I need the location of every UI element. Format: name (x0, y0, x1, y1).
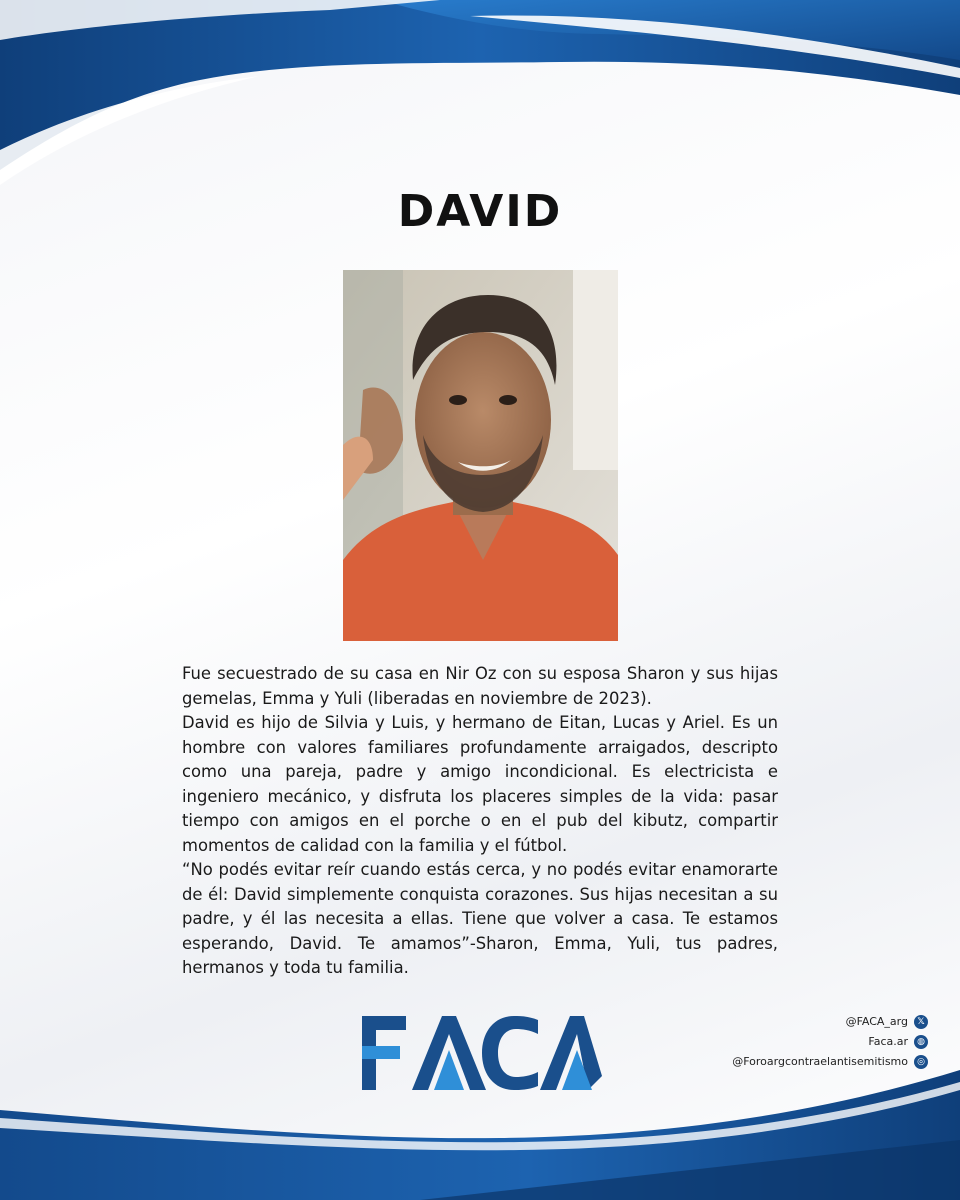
social-links (732, 1012, 928, 1072)
page-title: DAVID (397, 186, 563, 237)
portrait-photo (343, 270, 618, 641)
bio-paragraph-1: Fue secuestrado de su casa en Nir Oz con su esposa Sharon y sus hijas gemelas, Emma y Yuli (liberadas en noviembre de 2023). (182, 664, 778, 708)
social-x-label: @FACA_arg (845, 1015, 908, 1028)
bio-paragraph-3: “No podés evitar reír cuando estás cerca, y no podés evitar enamorarte de él: David simplemente conquista corazones. Sus hijas necesitan a su padre, y él las necesita a ellas. Tiene que volver a casa. Te estamos esperando, David. Te amamos”-Sharon, Emma, Yuli, tus padres, hermanos y toda tu familia. (182, 860, 778, 977)
social-web-label: Faca.ar (868, 1035, 908, 1048)
social-x-row[interactable] (732, 1012, 928, 1032)
social-web-row[interactable] (732, 1032, 928, 1052)
biography-text (182, 662, 778, 981)
top-wave-decoration (0, 0, 960, 200)
globe-icon: ◍ (914, 1035, 928, 1049)
bio-paragraph-2: David es hijo de Silvia y Luis, y hermano de Eitan, Lucas y Ariel. Es un hombre con valores familiares profundamente arraigados, descripto como una pareja, padre y amigo incondicional. Es electricista e ingeniero mecánico, y disfruta los placeres simples de la vida: pasar tiempo con amigos en el porche o en el pub del kibutz, compartir momentos de calidad con la familia y el fútbol. (182, 713, 778, 855)
x-icon: 𝕏 (914, 1015, 928, 1029)
instagram-icon: ◎ (914, 1055, 928, 1069)
faca-logo (362, 1016, 602, 1090)
social-instagram-row[interactable] (732, 1052, 928, 1072)
social-instagram-label: @Foroargcontraelantisemitismo (732, 1055, 908, 1068)
